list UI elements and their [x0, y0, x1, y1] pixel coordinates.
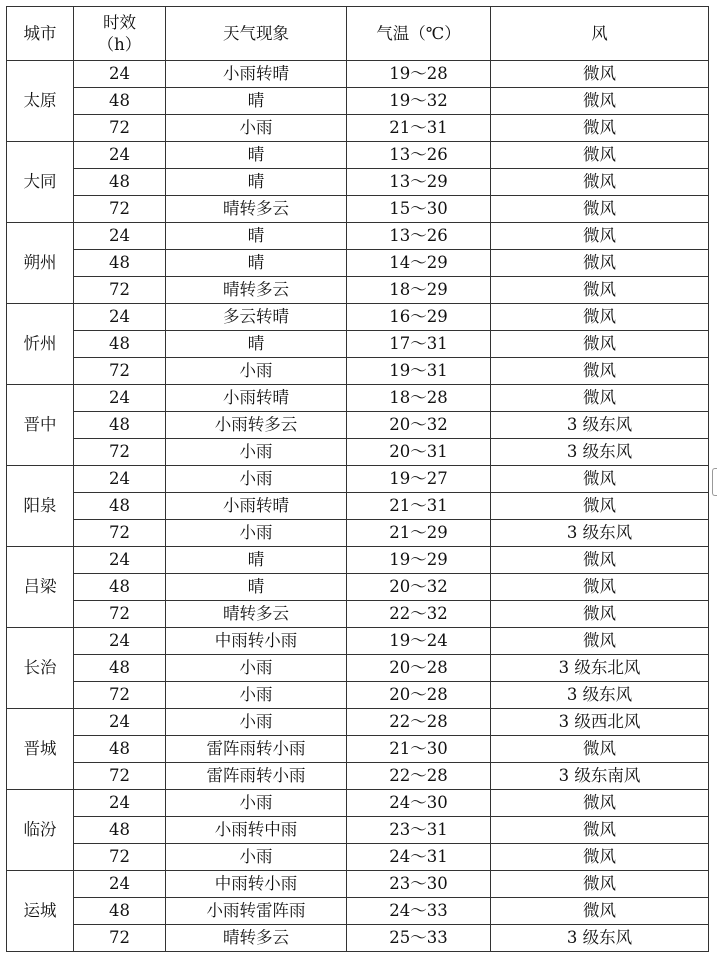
table-row: [7, 385, 709, 412]
table-row: [7, 601, 709, 628]
table-row: [7, 547, 709, 574]
table-row: [7, 925, 709, 952]
validity-cell: 48: [74, 493, 166, 520]
validity-cell: 48: [74, 817, 166, 844]
wind-cell: 微风: [491, 601, 709, 628]
table-row: [7, 736, 709, 763]
wind-cell: 微风: [491, 331, 709, 358]
header-validity-line1: 时效: [103, 12, 136, 32]
temperature-cell: 20～32: [347, 574, 491, 601]
wind-cell: 微风: [491, 196, 709, 223]
wind-cell: 微风: [491, 223, 709, 250]
wind-cell: 3 级东风: [491, 682, 709, 709]
table-row: [7, 574, 709, 601]
weather-cell: 小雨: [166, 790, 347, 817]
temperature-cell: 14～29: [347, 250, 491, 277]
temperature-cell: 20～31: [347, 439, 491, 466]
weather-cell: 小雨: [166, 682, 347, 709]
weather-cell: 小雨: [166, 520, 347, 547]
temperature-cell: 20～32: [347, 412, 491, 439]
weather-cell: 小雨: [166, 439, 347, 466]
header-wind: 风: [491, 7, 709, 61]
wind-cell: 3 级西北风: [491, 709, 709, 736]
wind-cell: 微风: [491, 547, 709, 574]
weather-cell: 小雨转晴: [166, 493, 347, 520]
weather-cell: 小雨: [166, 655, 347, 682]
wind-cell: 微风: [491, 628, 709, 655]
temperature-cell: 21～31: [347, 493, 491, 520]
scroll-handle[interactable]: [712, 468, 717, 496]
city-name: 阳泉: [7, 466, 74, 547]
validity-cell: 72: [74, 601, 166, 628]
temperature-cell: 19～27: [347, 466, 491, 493]
validity-cell: 72: [74, 520, 166, 547]
header-row: [7, 7, 709, 61]
temperature-cell: 21～30: [347, 736, 491, 763]
validity-cell: 48: [74, 412, 166, 439]
city-name: 晋中: [7, 385, 74, 466]
validity-cell: 72: [74, 115, 166, 142]
city-name: 运城: [7, 871, 74, 952]
city-name: 临汾: [7, 790, 74, 871]
weather-cell: 小雨转多云: [166, 412, 347, 439]
table-row: [7, 817, 709, 844]
wind-cell: 微风: [491, 493, 709, 520]
header-temperature: 气温（℃）: [347, 7, 491, 61]
validity-cell: 24: [74, 142, 166, 169]
wind-cell: 微风: [491, 169, 709, 196]
weather-cell: 晴: [166, 331, 347, 358]
table-row: [7, 115, 709, 142]
temperature-cell: 24～31: [347, 844, 491, 871]
table-row: [7, 493, 709, 520]
validity-cell: 72: [74, 277, 166, 304]
table-row: [7, 790, 709, 817]
weather-cell: 晴: [166, 88, 347, 115]
temperature-cell: 22～32: [347, 601, 491, 628]
header-weather: 天气现象: [166, 7, 347, 61]
wind-cell: 微风: [491, 385, 709, 412]
temperature-cell: 19～31: [347, 358, 491, 385]
validity-cell: 72: [74, 925, 166, 952]
temperature-cell: 19～29: [347, 547, 491, 574]
wind-cell: 微风: [491, 817, 709, 844]
table-row: [7, 763, 709, 790]
table-row: [7, 250, 709, 277]
weather-cell: 晴: [166, 169, 347, 196]
weather-cell: 小雨: [166, 709, 347, 736]
wind-cell: 微风: [491, 88, 709, 115]
table-row: [7, 358, 709, 385]
validity-cell: 24: [74, 61, 166, 88]
temperature-cell: 21～29: [347, 520, 491, 547]
table-row: [7, 844, 709, 871]
temperature-cell: 23～31: [347, 817, 491, 844]
table-row: [7, 223, 709, 250]
validity-cell: 24: [74, 385, 166, 412]
weather-cell: 小雨转中雨: [166, 817, 347, 844]
validity-cell: 48: [74, 88, 166, 115]
city-name: 忻州: [7, 304, 74, 385]
temperature-cell: 19～32: [347, 88, 491, 115]
weather-cell: 晴: [166, 547, 347, 574]
table-row: [7, 871, 709, 898]
validity-cell: 24: [74, 547, 166, 574]
temperature-cell: 15～30: [347, 196, 491, 223]
weather-cell: 晴转多云: [166, 925, 347, 952]
validity-cell: 72: [74, 439, 166, 466]
wind-cell: 微风: [491, 844, 709, 871]
validity-cell: 48: [74, 655, 166, 682]
wind-cell: 微风: [491, 142, 709, 169]
weather-cell: 雷阵雨转小雨: [166, 763, 347, 790]
weather-cell: 晴转多云: [166, 601, 347, 628]
wind-cell: 微风: [491, 574, 709, 601]
weather-cell: 晴: [166, 142, 347, 169]
table-row: [7, 169, 709, 196]
validity-cell: 24: [74, 304, 166, 331]
table-row: [7, 439, 709, 466]
wind-cell: 3 级东南风: [491, 763, 709, 790]
city-name: 大同: [7, 142, 74, 223]
weather-cell: 中雨转小雨: [166, 871, 347, 898]
validity-cell: 24: [74, 871, 166, 898]
validity-cell: 48: [74, 331, 166, 358]
temperature-cell: 22～28: [347, 763, 491, 790]
table-row: [7, 412, 709, 439]
temperature-cell: 18～28: [347, 385, 491, 412]
table-row: [7, 88, 709, 115]
table-row: [7, 682, 709, 709]
weather-cell: 多云转晴: [166, 304, 347, 331]
city-name: 晋城: [7, 709, 74, 790]
weather-cell: 雷阵雨转小雨: [166, 736, 347, 763]
validity-cell: 48: [74, 250, 166, 277]
validity-cell: 48: [74, 898, 166, 925]
wind-cell: 微风: [491, 736, 709, 763]
temperature-cell: 19～24: [347, 628, 491, 655]
forecast-table: [6, 6, 709, 952]
weather-cell: 小雨: [166, 358, 347, 385]
validity-cell: 72: [74, 763, 166, 790]
wind-cell: 微风: [491, 790, 709, 817]
table-row: [7, 709, 709, 736]
table-row: [7, 277, 709, 304]
weather-cell: 小雨转雷阵雨: [166, 898, 347, 925]
city-name: 吕梁: [7, 547, 74, 628]
forecast-body: [7, 61, 709, 952]
city-name: 太原: [7, 61, 74, 142]
weather-cell: 小雨: [166, 466, 347, 493]
weather-cell: 小雨转晴: [166, 61, 347, 88]
table-row: [7, 655, 709, 682]
table-row: [7, 898, 709, 925]
validity-cell: 72: [74, 358, 166, 385]
weather-cell: 晴: [166, 223, 347, 250]
wind-cell: 3 级东风: [491, 925, 709, 952]
validity-cell: 24: [74, 466, 166, 493]
validity-cell: 24: [74, 628, 166, 655]
weather-cell: 中雨转小雨: [166, 628, 347, 655]
temperature-cell: 17～31: [347, 331, 491, 358]
weather-cell: 晴: [166, 250, 347, 277]
temperature-cell: 24～33: [347, 898, 491, 925]
wind-cell: 微风: [491, 304, 709, 331]
validity-cell: 48: [74, 169, 166, 196]
weather-cell: 晴: [166, 574, 347, 601]
wind-cell: 微风: [491, 277, 709, 304]
temperature-cell: 18～29: [347, 277, 491, 304]
validity-cell: 48: [74, 574, 166, 601]
temperature-cell: 13～26: [347, 142, 491, 169]
table-row: [7, 331, 709, 358]
table-row: [7, 628, 709, 655]
wind-cell: 3 级东北风: [491, 655, 709, 682]
wind-cell: 微风: [491, 358, 709, 385]
table-row: [7, 466, 709, 493]
temperature-cell: 13～26: [347, 223, 491, 250]
weather-cell: 晴转多云: [166, 277, 347, 304]
table-row: [7, 304, 709, 331]
city-name: 长治: [7, 628, 74, 709]
wind-cell: 3 级东风: [491, 520, 709, 547]
temperature-cell: 16～29: [347, 304, 491, 331]
wind-cell: 微风: [491, 115, 709, 142]
validity-cell: 48: [74, 736, 166, 763]
weather-cell: 小雨: [166, 115, 347, 142]
wind-cell: 3 级东风: [491, 439, 709, 466]
header-city: 城市: [7, 7, 74, 61]
validity-cell: 24: [74, 790, 166, 817]
temperature-cell: 24～30: [347, 790, 491, 817]
temperature-cell: 20～28: [347, 682, 491, 709]
validity-cell: 72: [74, 196, 166, 223]
validity-cell: 24: [74, 223, 166, 250]
wind-cell: 微风: [491, 61, 709, 88]
validity-cell: 72: [74, 844, 166, 871]
table-row: [7, 196, 709, 223]
wind-cell: 微风: [491, 466, 709, 493]
city-name: 朔州: [7, 223, 74, 304]
weather-cell: 小雨转晴: [166, 385, 347, 412]
temperature-cell: 21～31: [347, 115, 491, 142]
temperature-cell: 22～28: [347, 709, 491, 736]
temperature-cell: 23～30: [347, 871, 491, 898]
temperature-cell: 25～33: [347, 925, 491, 952]
temperature-cell: 19～28: [347, 61, 491, 88]
header-validity-line2: （h）: [97, 34, 142, 54]
table-row: [7, 61, 709, 88]
weather-cell: 小雨: [166, 844, 347, 871]
wind-cell: 3 级东风: [491, 412, 709, 439]
weather-cell: 晴转多云: [166, 196, 347, 223]
validity-cell: 24: [74, 709, 166, 736]
table-row: [7, 520, 709, 547]
validity-cell: 72: [74, 682, 166, 709]
temperature-cell: 13～29: [347, 169, 491, 196]
header-validity: [74, 7, 166, 61]
temperature-cell: 20～28: [347, 655, 491, 682]
table-row: [7, 142, 709, 169]
wind-cell: 微风: [491, 871, 709, 898]
wind-cell: 微风: [491, 898, 709, 925]
wind-cell: 微风: [491, 250, 709, 277]
